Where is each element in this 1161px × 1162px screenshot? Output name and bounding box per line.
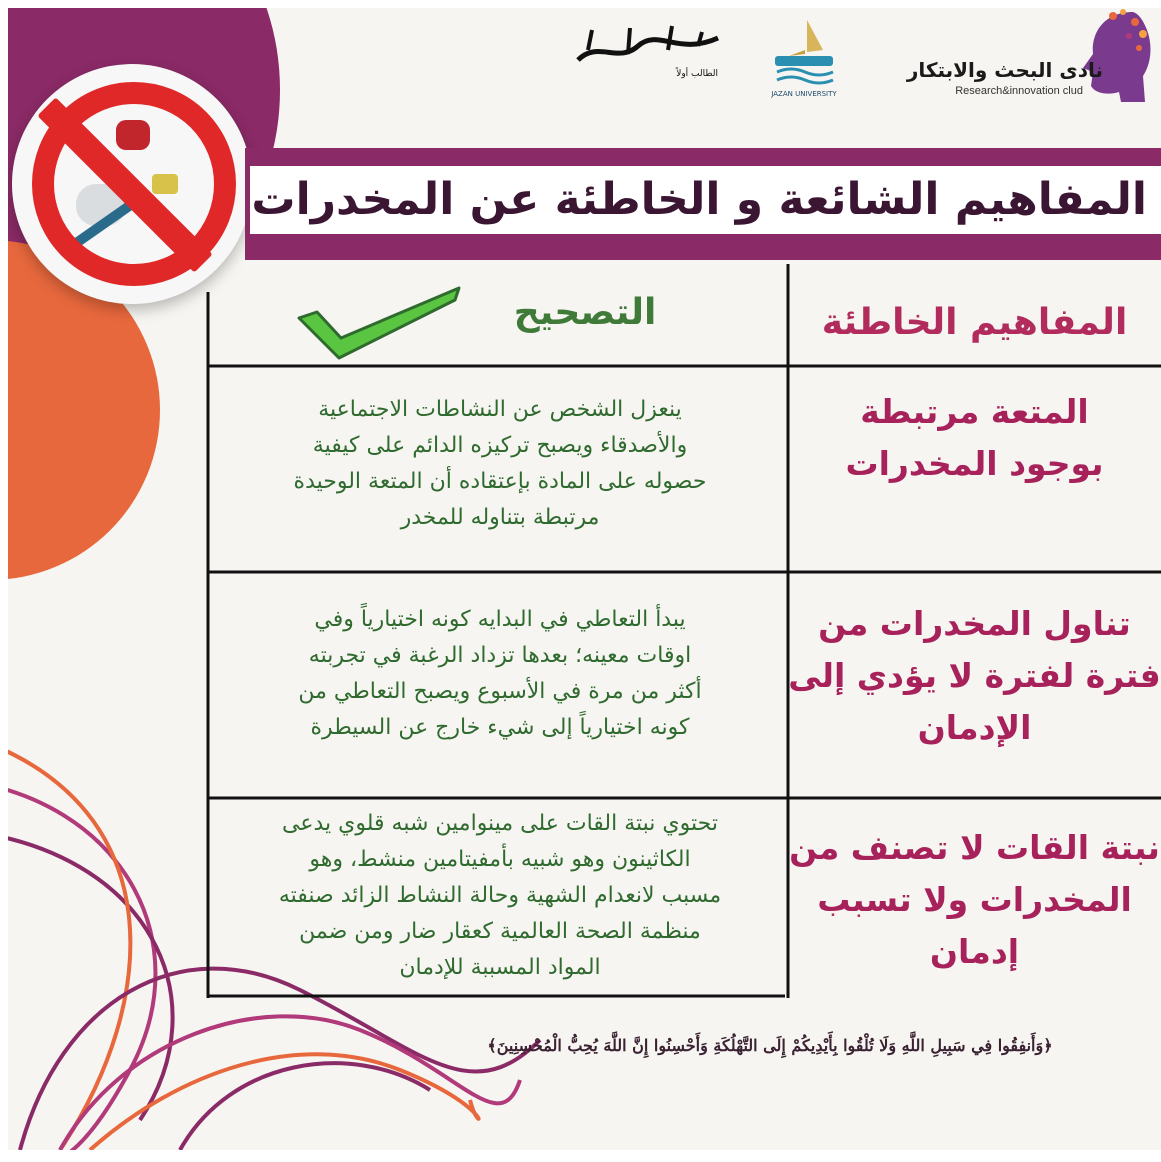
myth-3-line-2: المخدرات ولا تسبب bbox=[817, 880, 1132, 919]
frame-bottom bbox=[0, 1150, 1161, 1162]
deanship-tag: الطالب أولاً bbox=[676, 69, 718, 79]
fact-3-line-5: المواد المسببة للإدمان bbox=[399, 955, 601, 980]
myth-1-line-1: المتعة مرتبطة bbox=[860, 392, 1089, 431]
fact-2-line-4: كونه اختيارياً إلى شيء خارج عن السيطرة bbox=[310, 715, 690, 740]
myth-2 bbox=[788, 598, 1161, 754]
myth-1-line-2: بوجود المخدرات bbox=[845, 444, 1104, 483]
frame-left bbox=[0, 0, 8, 1162]
fact-1-line-1: ينعزل الشخص عن النشاطات الاجتماعية bbox=[318, 397, 682, 422]
fact-2 bbox=[215, 602, 785, 746]
fact-3-line-2: الكاثينون وهو شبيه بأمفيتامين منشط، وهو bbox=[309, 847, 691, 872]
page-title: المفاهيم الشائعة و الخاطئة عن المخدرات bbox=[251, 174, 1147, 225]
quran-verse: ﴿وَأَنفِقُوا فِي سَبِيلِ اللَّهِ وَلَا تُلْقُوا بِأَيْدِيكُمْ إِلَى التَّهْلُكَةِ وَأَحْسِنُوا إِنَّ اللَّهَ يُحِبُّ الْمُحْسِنِينَ﴾ bbox=[487, 1036, 1053, 1055]
header-correction: التصحيح bbox=[513, 292, 657, 333]
myth-2-line-3: الإدمان bbox=[917, 708, 1032, 747]
deanship-calligraphy-logo-icon bbox=[568, 20, 728, 80]
myths-table bbox=[205, 262, 1161, 1000]
fact-2-line-2: اوقات معينه؛ بعدها تزداد الرغبة في تجربته bbox=[308, 643, 692, 668]
fact-1-line-4: مرتبطة بتناوله للمخدر bbox=[400, 505, 600, 530]
fact-3-line-4: منظمة الصحة العالمية كعقار ضار ومن ضمن bbox=[299, 919, 701, 944]
fact-2-line-1: يبدأ التعاطي في البدايه كونه اختيارياً وفي bbox=[314, 607, 686, 632]
frame-top bbox=[0, 0, 1161, 8]
university-name: JAZAN UNIVERSITY bbox=[771, 90, 837, 98]
fact-1-line-3: حصوله على المادة بإعتقاده أن المتعة الوحيدة bbox=[293, 469, 707, 494]
header-wrong-concepts: المفاهيم الخاطئة bbox=[821, 302, 1128, 343]
fact-3 bbox=[215, 806, 785, 986]
myth-3-line-1: نبتة القات لا تصنف من bbox=[789, 828, 1160, 867]
myth-3-line-3: إدمان bbox=[929, 932, 1020, 971]
fact-3-line-3: مسبب لانعدام الشهية وحالة النشاط الزائد صنفته bbox=[278, 883, 722, 908]
fact-1-line-2: والأصدقاء ويصبح تركيزه الدائم على كيفية bbox=[312, 433, 688, 458]
club-name: نادى البحث والابتكار bbox=[906, 58, 1103, 82]
fact-1 bbox=[215, 392, 785, 536]
myth-3 bbox=[788, 822, 1161, 978]
club-head-logo-icon bbox=[1073, 6, 1151, 102]
university-logo-icon bbox=[765, 10, 843, 100]
fact-2-line-3: أكثر من مرة في الأسبوع ويصبح التعاطي من bbox=[298, 679, 702, 704]
fact-3-line-1: تحتوي نبتة القات على مينوامين شبه قلوي يدعى bbox=[282, 811, 718, 836]
myth-1 bbox=[788, 386, 1161, 490]
club-subtitle: Research&innovation clud bbox=[955, 85, 1083, 97]
logos-bar bbox=[560, 0, 1161, 120]
myth-2-line-1: تناول المخدرات من bbox=[818, 604, 1131, 643]
checkmark-icon bbox=[295, 282, 465, 362]
myth-2-line-2: فترة لفترة لا يؤدي إلى bbox=[788, 656, 1161, 695]
